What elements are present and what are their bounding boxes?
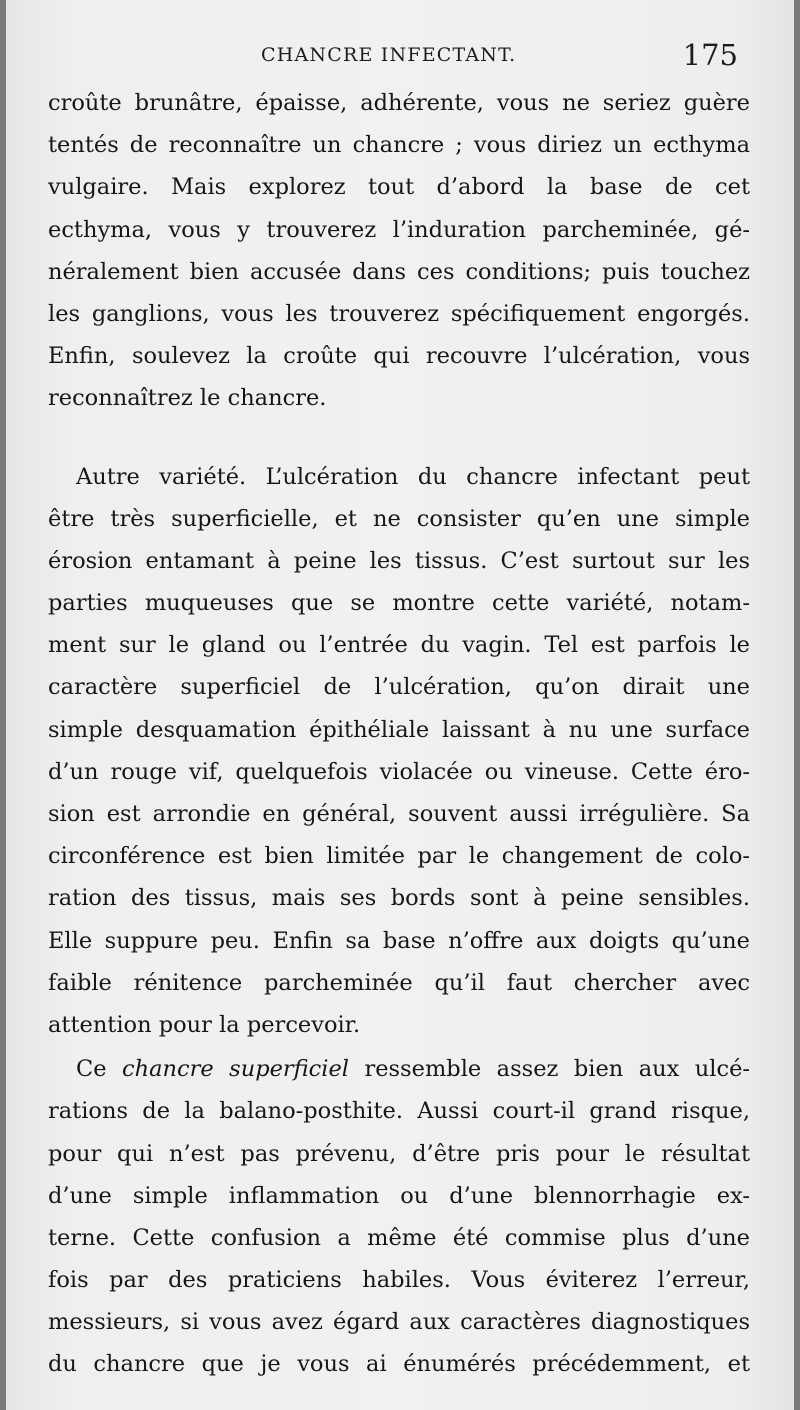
text-line: d’un rouge vif, quelquefois violacée ou vineuse. Cette éro- — [48, 758, 750, 785]
text-line: faible rénitence parcheminée qu’il faut chercher avec — [48, 969, 750, 996]
text-line: néralement bien accusée dans ces conditions; puis touchez — [48, 258, 750, 285]
text-line: Autre variété. L’ulcération du chancre infectant peut — [76, 463, 750, 490]
book-page — [6, 0, 794, 1410]
text-line: croûte brunâtre, épaisse, adhérente, vous ne seriez guère — [48, 90, 750, 116]
text-line: pour qui n’est pas prévenu, d’être pris pour le résultat — [48, 1140, 750, 1167]
text-line: terne. Cette confusion a même été commise plus d’une — [48, 1224, 750, 1251]
text-line: ration des tissus, mais ses bords sont à peine sensibles. — [48, 885, 750, 912]
paragraph-1 — [48, 82, 750, 420]
text-line: ecthyma, vous y trouverez l’induration parcheminée, gé- — [48, 216, 750, 243]
text-line: attention pour la percevoir. — [48, 1011, 361, 1038]
paragraph-3 — [48, 1048, 750, 1386]
text-line: ment sur le gland ou l’entrée du vagin. Tel est parfois le — [48, 632, 750, 659]
text-line: reconnaîtrez le chancre. — [48, 385, 327, 412]
paragraph-2 — [48, 456, 750, 1047]
text-line: rations de la balano-posthite. Aussi court-il grand risque, — [48, 1098, 750, 1125]
text-line: simple desquamation épithéliale laissant à nu une surface — [48, 716, 750, 743]
text-line: messieurs, si vous avez égard aux caractères diagnostiques — [48, 1309, 750, 1336]
text-line: érosion entamant à peine les tissus. C’est surtout sur les — [48, 547, 750, 574]
paragraph-gap — [48, 420, 750, 456]
text-run: Ce — [76, 1056, 123, 1083]
text-line: être très superficielle, et ne consister qu’en une simple — [48, 505, 750, 532]
running-title: CHANCRE INFECTANT. — [261, 44, 517, 66]
text-line: Elle suppure peu. Enfin sa base n’offre aux doigts qu’une — [48, 927, 750, 954]
text-run: ressemble assez bien aux ulcé- — [349, 1056, 750, 1083]
text-line: circonférence est bien limitée par le changement de colo- — [48, 843, 750, 870]
text-line: sion est arrondie en général, souvent aussi irrégulière. Sa — [48, 801, 750, 827]
text-line — [48, 1048, 750, 1090]
page-number: 175 — [682, 38, 738, 72]
text-line: Enfin, soulevez la croûte qui recouvre l’ulcération, vous — [48, 343, 750, 370]
italic-term: chancre superficiel — [122, 1056, 349, 1083]
text-line: caractère superficiel de l’ulcération, qu’on dirait une — [48, 674, 750, 701]
text-line: du chancre que je vous ai énumérés précédemment, et — [48, 1351, 750, 1378]
text-line: parties muqueuses que se montre cette variété, notam- — [48, 590, 750, 617]
text-line: vulgaire. Mais explorez tout d’abord la base de cet — [48, 174, 750, 201]
text-line: tentés de reconnaître un chancre ; vous diriez un ecthyma — [48, 132, 750, 159]
text-line: les ganglions, vous les trouverez spécifiquement engorgés. — [48, 300, 750, 327]
text-line: fois par des praticiens habiles. Vous éviterez l’erreur, — [48, 1267, 750, 1294]
body-text — [48, 82, 750, 1386]
page-header — [6, 38, 794, 78]
text-line: d’une simple inflammation ou d’une blennorrhagie ex- — [48, 1182, 750, 1209]
